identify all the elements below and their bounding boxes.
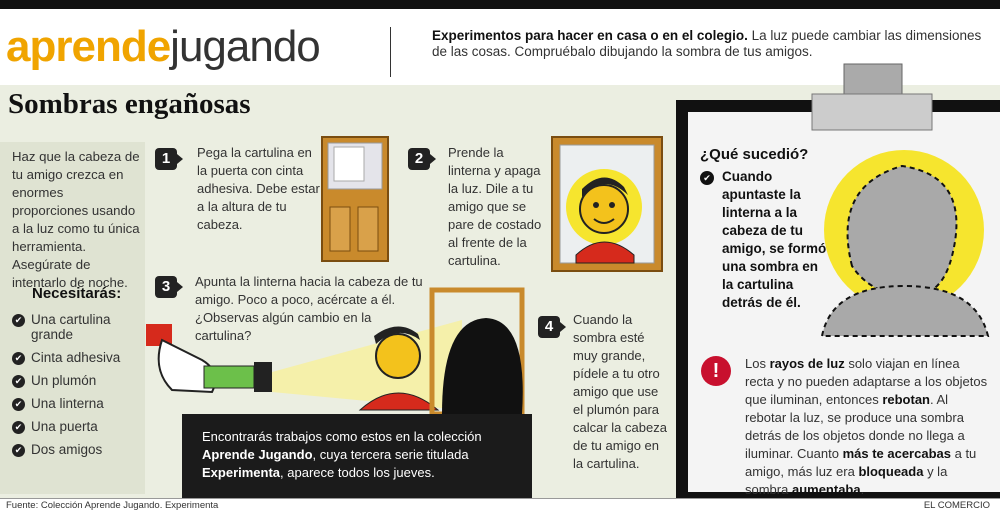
item-label: Una cartulina grande	[31, 312, 111, 342]
check-icon: ✔	[12, 375, 25, 388]
left-intro: Haz que la cabeza de tu amigo crezca en enormes proporciones usando a la luz como tu única herramienta. Asegúrate de intentarlo de noche.	[12, 149, 140, 290]
w-bold: rayos de luz	[769, 356, 845, 371]
collection-note	[182, 414, 532, 498]
note-line1: Encontrarás trabajos como estos en la colección	[202, 429, 482, 444]
check-icon: ✔	[700, 171, 714, 185]
w-bold: aumentaba	[791, 482, 861, 497]
item-label: Una puerta	[31, 419, 98, 434]
logo	[6, 23, 320, 71]
check-icon: ✔	[12, 314, 25, 327]
step-4-text: Cuando la sombra esté muy grande, pídele a tu otro amigo que use el plumón para calcar la cabeza de tu amigo en la cartulina.	[573, 312, 667, 471]
page-title: Sombras engañosas	[8, 88, 251, 120]
w-text: solo viajan en línea recta y no pueden adaptarse a los objetos que iluminan, entonces	[745, 356, 988, 407]
step-1-number: 1	[155, 148, 177, 170]
logo-part1: aprende	[6, 22, 171, 71]
flashlight-scene	[142, 280, 542, 414]
logo-part2: jugando	[170, 22, 320, 71]
item-label: Cinta adhesiva	[31, 350, 121, 365]
intro-bold: Experimentos para hacer en casa o en el colegio.	[432, 28, 748, 43]
check-icon: ✔	[12, 444, 25, 457]
check-icon: ✔	[12, 352, 25, 365]
footer	[0, 498, 1000, 513]
door-illustration	[322, 137, 390, 263]
shadow-head-illustration	[812, 146, 992, 336]
item-label: Un plumón	[31, 373, 97, 388]
list-item	[12, 350, 142, 365]
list-item	[12, 442, 142, 457]
w-bold: rebotan	[882, 392, 930, 407]
note-end: , aparece todos los jueves.	[280, 465, 435, 480]
step-1-text: Pega la cartulina en la puerta con cinta adhesiva. Debe estar a la altura de tu cabeza.	[197, 145, 320, 232]
w-text: a tu amigo, más luz era	[745, 446, 977, 479]
source-text: Fuente: Colección Aprende Jugando. Experimenta	[6, 500, 219, 511]
w-text: Los	[745, 356, 770, 371]
intro-rest: La luz puede cambiar las dimensiones de las cosas. Compruébalo dibujando la sombra de tus amigos.	[432, 28, 982, 59]
brand-text: EL COMERCIO	[923, 500, 990, 511]
step-3-text: Apunta la linterna hacia la cabeza de tu amigo. Poco a poco, acércate a él. ¿Observas algún cambio en la cartulina?	[195, 274, 423, 343]
list-item	[12, 373, 142, 388]
header-intro	[432, 28, 992, 60]
note-mid: , cuya tercera serie titulada	[312, 447, 469, 462]
item-label: Una linterna	[31, 396, 104, 411]
step-4-number: 4	[538, 316, 560, 338]
top-bar	[0, 0, 1000, 9]
list-item	[12, 396, 142, 411]
w-bold: más te acercabas	[842, 446, 951, 461]
note-bold1: Aprende Jugando	[202, 447, 313, 462]
clip-icon	[812, 64, 932, 134]
check-icon: ✔	[12, 421, 25, 434]
w-text: . Al rebotar la luz, se produce una sombra detrás de los objetos donde no llega a iluminar. Cuanto	[745, 392, 965, 461]
header-divider	[390, 27, 391, 77]
list-item	[12, 419, 142, 434]
alert-icon: !	[701, 356, 731, 386]
w-text: y la sombra	[745, 464, 948, 497]
flashlight-icon	[204, 362, 272, 392]
friend-poster-illustration	[552, 137, 664, 273]
w-text: .	[860, 482, 865, 497]
step-2-text: Prende la linterna y apaga la luz. Dile a tu amigo que se pare de costado al frente de la cartulina.	[448, 145, 542, 268]
materials-list	[12, 312, 142, 465]
w-bold: bloqueada	[858, 464, 924, 479]
list-item	[12, 312, 142, 342]
light-explanation	[745, 355, 990, 499]
answer-text: Cuando apuntaste la linterna a la cabeza de tu amigo, se formó una sombra en la cartulina detrás de él.	[722, 169, 827, 310]
item-label: Dos amigos	[31, 442, 103, 457]
check-icon: ✔	[12, 398, 25, 411]
note-bold2: Experimenta	[202, 465, 281, 480]
step-2-number: 2	[408, 148, 430, 170]
need-title: Necesitarás:	[32, 285, 122, 302]
question-heading: ¿Qué sucedió?	[700, 146, 809, 163]
step-3-number: 3	[155, 276, 177, 298]
